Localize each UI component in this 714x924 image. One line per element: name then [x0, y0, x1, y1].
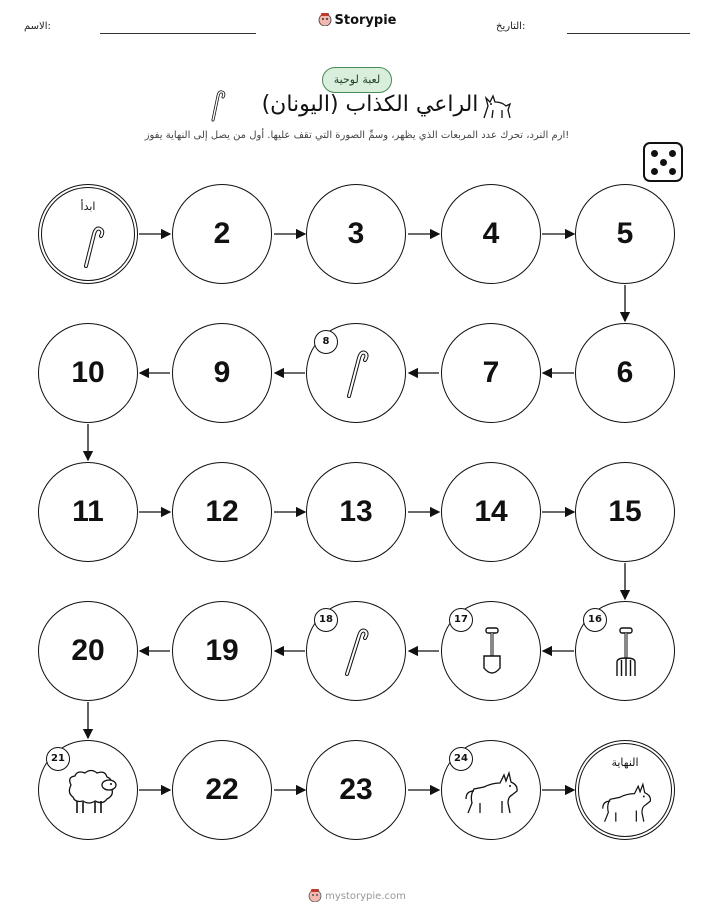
square-number: 19	[205, 634, 239, 667]
board-square[interactable]	[38, 601, 138, 701]
board-square[interactable]	[172, 323, 272, 423]
square-number: 11	[72, 495, 104, 528]
square-number: 20	[71, 634, 105, 667]
square-number-badge: 24	[449, 747, 473, 771]
storypie-logo-icon	[308, 888, 322, 905]
sheep-icon	[61, 767, 119, 817]
board-square[interactable]	[172, 601, 272, 701]
brand-name: Storypie	[334, 13, 397, 28]
board-square[interactable]	[38, 462, 138, 562]
end-label: النهاية	[611, 756, 639, 769]
instructions: ارم النرد، تحرك عدد المربعات الذي يظهر، وسمِّ الصورة التي تقف عليها. أول من يصل إلى النهاية يفوز!	[144, 130, 570, 141]
pitchfork-icon	[611, 626, 641, 680]
shepherd-staff-icon	[341, 626, 371, 678]
shepherd-staff-icon	[78, 224, 106, 270]
square-number: 13	[339, 495, 373, 528]
board-square[interactable]	[172, 740, 272, 840]
shepherd-staff-icon	[341, 348, 371, 400]
board-square[interactable]	[172, 184, 272, 284]
board-square[interactable]	[441, 462, 541, 562]
board-square[interactable]	[38, 323, 138, 423]
wolf-icon	[599, 778, 655, 828]
board-square[interactable]	[306, 184, 406, 284]
square-number: 15	[608, 495, 642, 528]
square-number: 9	[213, 356, 231, 389]
square-number: 12	[205, 495, 239, 528]
board-square[interactable]	[306, 462, 406, 562]
footer	[0, 888, 714, 905]
board-square[interactable]	[441, 184, 541, 284]
board-square[interactable]	[575, 184, 675, 284]
square-number-badge: 8	[314, 330, 338, 354]
shovel-icon	[477, 626, 507, 680]
wolf-icon	[462, 767, 522, 819]
board-square[interactable]	[441, 323, 541, 423]
square-number-badge: 17	[449, 608, 473, 632]
square-number: 7	[482, 356, 500, 389]
square-number: 3	[347, 217, 365, 250]
board-square[interactable]	[575, 462, 675, 562]
board-square-end[interactable]	[575, 740, 675, 840]
square-number: 23	[339, 773, 373, 806]
square-number: 5	[616, 217, 634, 250]
board-square[interactable]	[575, 323, 675, 423]
square-number: 22	[205, 773, 239, 806]
board-square[interactable]	[172, 462, 272, 562]
square-number-badge: 21	[46, 747, 70, 771]
name-label: الاسم:	[24, 21, 51, 32]
board-square[interactable]	[306, 740, 406, 840]
square-number: 4	[482, 217, 500, 250]
footer-url[interactable]: mystorypie.com	[325, 891, 406, 902]
square-number: 6	[616, 356, 634, 389]
date-label: التاريخ:	[496, 21, 526, 32]
square-number: 10	[71, 356, 105, 389]
board-square-start[interactable]	[38, 184, 138, 284]
square-number-badge: 18	[314, 608, 338, 632]
square-number-badge: 16	[583, 608, 607, 632]
game-type-tag: لعبة لوحية	[322, 67, 392, 93]
square-number: 2	[213, 217, 231, 250]
start-label: ابدأ	[80, 200, 96, 213]
square-number: 14	[474, 495, 508, 528]
page-title: الراعي الكذاب (اليونان)	[261, 92, 479, 117]
